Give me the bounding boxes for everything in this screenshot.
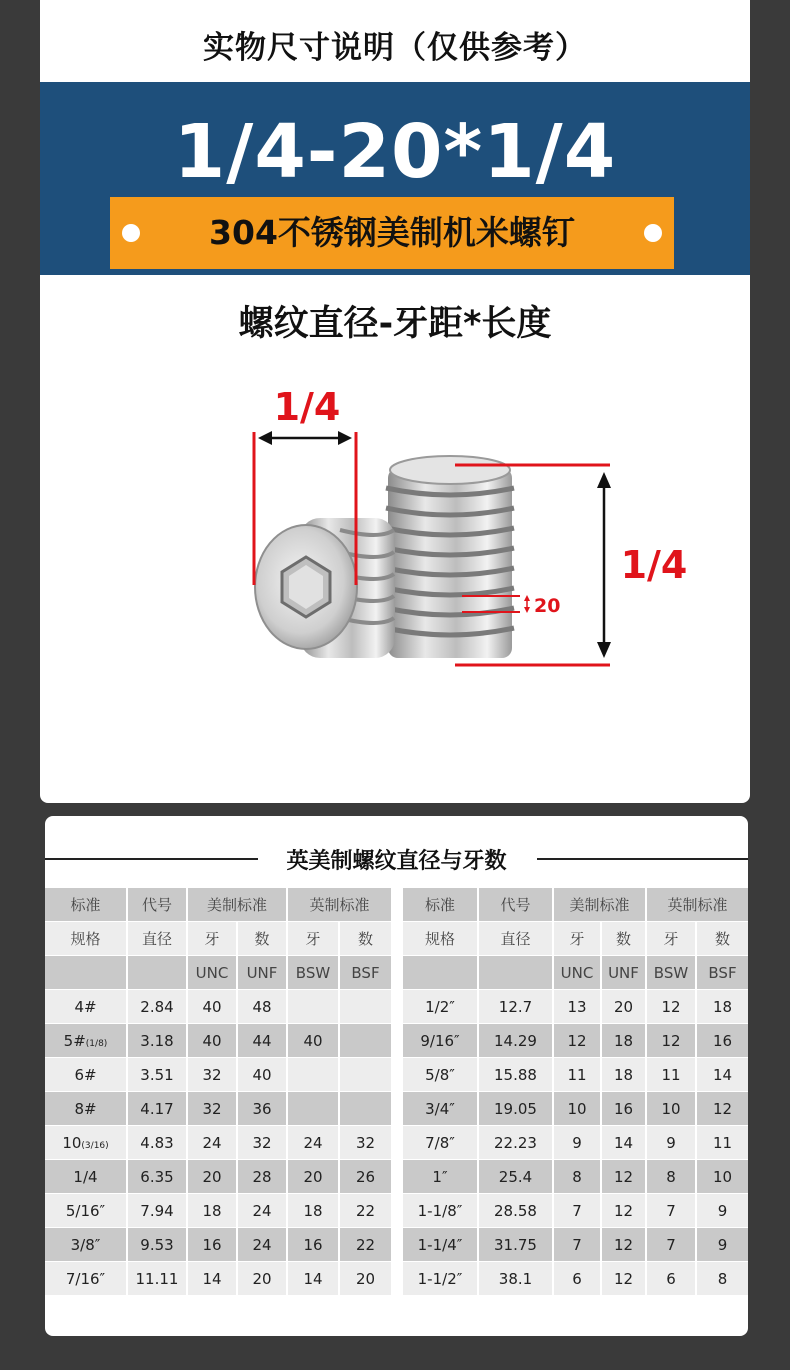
header-cell: 牙 xyxy=(287,922,339,956)
spec-format-subtitle: 螺纹直径-牙距*长度 xyxy=(238,304,552,344)
diameter-cell: 14.29 xyxy=(478,1024,553,1058)
spec-cell xyxy=(45,1024,127,1058)
spec-cell xyxy=(403,1194,478,1228)
length-arrow xyxy=(597,472,611,658)
spec-cell xyxy=(45,1194,127,1228)
header-cell: BSF xyxy=(696,956,748,990)
header-cell xyxy=(127,956,187,990)
unc-cell: 18 xyxy=(187,1194,237,1228)
spec-value: 1″ xyxy=(432,1167,448,1186)
unf-cell: 16 xyxy=(601,1092,646,1126)
header-cell: 牙 xyxy=(553,922,601,956)
header-cell: 代号 xyxy=(127,888,187,922)
spec-value: 1-1/8″ xyxy=(417,1201,463,1220)
bsf-cell: 22 xyxy=(339,1194,391,1228)
bsf-cell xyxy=(339,1024,391,1058)
unf-cell: 12 xyxy=(601,1194,646,1228)
table-row xyxy=(403,1160,748,1194)
diameter-cell: 3.18 xyxy=(127,1024,187,1058)
length-label: 1/4 xyxy=(620,543,688,587)
header-cell: UNC xyxy=(187,956,237,990)
unf-cell: 24 xyxy=(237,1194,287,1228)
diameter-cell: 3.51 xyxy=(127,1058,187,1092)
header-cell: 美制标准 xyxy=(553,888,646,922)
table-row xyxy=(45,990,391,1024)
table-title: 英美制螺纹直径与牙数 xyxy=(286,849,507,874)
unf-cell: 20 xyxy=(601,990,646,1024)
spec-value: 5/16″ xyxy=(65,1201,106,1220)
spec-cell xyxy=(45,1092,127,1126)
pitch-label: 20 xyxy=(534,595,561,617)
spec-value: 3/4″ xyxy=(425,1099,455,1118)
heading-rule-right xyxy=(537,858,748,860)
header-cell: 牙 xyxy=(646,922,696,956)
header-cell: 牙 xyxy=(187,922,237,956)
header-cell: 直径 xyxy=(127,922,187,956)
header-cell: 数 xyxy=(339,922,391,956)
diameter-cell: 15.88 xyxy=(478,1058,553,1092)
table-row xyxy=(45,1228,391,1262)
table-row xyxy=(45,1194,391,1228)
bsf-cell: 32 xyxy=(339,1126,391,1160)
bsf-cell xyxy=(339,1092,391,1126)
unf-cell: 24 xyxy=(237,1228,287,1262)
unc-cell: 24 xyxy=(187,1126,237,1160)
thread-table-right xyxy=(403,888,748,1296)
header-cell xyxy=(403,956,478,990)
product-banner xyxy=(110,197,674,269)
unf-cell: 20 xyxy=(237,1262,287,1296)
unf-cell: 14 xyxy=(601,1126,646,1160)
bsf-cell: 10 xyxy=(696,1160,748,1194)
product-name: 304不锈钢美制机米螺钉 xyxy=(209,213,575,252)
spec-cell xyxy=(45,990,127,1024)
spec-value: 7/16″ xyxy=(65,1269,106,1288)
spec-cell xyxy=(45,1126,127,1160)
unc-cell: 16 xyxy=(187,1228,237,1262)
bsw-cell: 20 xyxy=(287,1160,339,1194)
header-cell: BSW xyxy=(646,956,696,990)
unc-cell: 32 xyxy=(187,1058,237,1092)
unf-cell: 40 xyxy=(237,1058,287,1092)
table-row xyxy=(403,1228,748,1262)
unf-cell: 18 xyxy=(601,1024,646,1058)
spec-cell xyxy=(45,1228,127,1262)
diameter-cell: 19.05 xyxy=(478,1092,553,1126)
header-cell: 标准 xyxy=(45,888,127,922)
bsw-cell xyxy=(287,1092,339,1126)
bullet-dot-right xyxy=(644,224,662,242)
bsf-cell: 18 xyxy=(696,990,748,1024)
diameter-cell: 12.7 xyxy=(478,990,553,1024)
bsf-cell: 11 xyxy=(696,1126,748,1160)
unf-cell: 48 xyxy=(237,990,287,1024)
table-row xyxy=(45,1126,391,1160)
unf-cell: 12 xyxy=(601,1228,646,1262)
header-cell: UNC xyxy=(553,956,601,990)
table-row xyxy=(45,1092,391,1126)
table-row xyxy=(403,1024,748,1058)
unc-cell: 32 xyxy=(187,1092,237,1126)
diameter-label: 1/4 xyxy=(273,385,341,429)
diameter-cell: 7.94 xyxy=(127,1194,187,1228)
thread-table-right-body xyxy=(403,888,748,1296)
spec-cell xyxy=(403,1262,478,1296)
set-screw-diagram xyxy=(180,380,688,700)
table-row xyxy=(403,1058,748,1092)
diameter-cell: 25.4 xyxy=(478,1160,553,1194)
unc-cell: 7 xyxy=(553,1228,601,1262)
thread-table-left xyxy=(45,888,391,1296)
diameter-cell: 4.83 xyxy=(127,1126,187,1160)
unc-cell: 20 xyxy=(187,1160,237,1194)
spec-cell xyxy=(403,1092,478,1126)
table-row xyxy=(403,1092,748,1126)
spec-cell xyxy=(403,1126,478,1160)
spec-value: 3/8″ xyxy=(70,1235,101,1254)
bsf-cell: 22 xyxy=(339,1228,391,1262)
bsw-cell: 12 xyxy=(646,1024,696,1058)
screw-side-view xyxy=(386,456,514,658)
bsw-cell xyxy=(287,990,339,1024)
header-cell: 美制标准 xyxy=(187,888,287,922)
bsw-cell: 10 xyxy=(646,1092,696,1126)
bsf-cell: 9 xyxy=(696,1194,748,1228)
spec-cell xyxy=(403,990,478,1024)
header-row xyxy=(403,888,748,922)
bsw-cell: 14 xyxy=(287,1262,339,1296)
header-cell xyxy=(45,956,127,990)
bsf-cell: 9 xyxy=(696,1228,748,1262)
bsw-cell: 18 xyxy=(287,1194,339,1228)
bsw-cell: 24 xyxy=(287,1126,339,1160)
unf-cell: 12 xyxy=(601,1262,646,1296)
unf-cell: 28 xyxy=(237,1160,287,1194)
spec-cell xyxy=(403,1160,478,1194)
unf-cell: 36 xyxy=(237,1092,287,1126)
header-cell: 数 xyxy=(601,922,646,956)
unf-cell: 12 xyxy=(601,1160,646,1194)
table-row xyxy=(403,990,748,1024)
diameter-cell: 38.1 xyxy=(478,1262,553,1296)
spec-cell xyxy=(45,1058,127,1092)
unc-cell: 14 xyxy=(187,1262,237,1296)
bsw-cell: 40 xyxy=(287,1024,339,1058)
spec-value: 1/2″ xyxy=(425,997,455,1016)
header-cell: 英制标准 xyxy=(646,888,748,922)
unf-cell: 18 xyxy=(601,1058,646,1092)
unc-cell: 8 xyxy=(553,1160,601,1194)
spec-value: 1/4 xyxy=(73,1167,98,1186)
spec-value: 9/16″ xyxy=(420,1031,460,1050)
header-row xyxy=(45,956,391,990)
spec-cell xyxy=(403,1058,478,1092)
header-row xyxy=(403,922,748,956)
header-cell: 规格 xyxy=(403,922,478,956)
header-cell: BSW xyxy=(287,956,339,990)
diameter-cell: 22.23 xyxy=(478,1126,553,1160)
table-row xyxy=(45,1024,391,1058)
spec-value: 1-1/4″ xyxy=(417,1235,463,1254)
header-row xyxy=(45,888,391,922)
table-row xyxy=(403,1262,748,1296)
table-row xyxy=(403,1194,748,1228)
unc-cell: 10 xyxy=(553,1092,601,1126)
bsf-cell xyxy=(339,990,391,1024)
spec-card xyxy=(40,0,750,803)
unc-cell: 12 xyxy=(553,1024,601,1058)
spec-note: (3/16) xyxy=(81,1140,109,1151)
spec-value: 10 xyxy=(62,1133,82,1152)
unf-cell: 44 xyxy=(237,1024,287,1058)
unc-cell: 40 xyxy=(187,1024,237,1058)
header-cell: 数 xyxy=(696,922,748,956)
spec-value: 5/8″ xyxy=(425,1065,455,1084)
diameter-cell: 31.75 xyxy=(478,1228,553,1262)
header-cell: 标准 xyxy=(403,888,478,922)
bsw-cell: 11 xyxy=(646,1058,696,1092)
thread-table-left-body xyxy=(45,888,391,1296)
unc-cell: 40 xyxy=(187,990,237,1024)
screw-socket-view xyxy=(255,518,395,658)
spec-value: 5# xyxy=(63,1031,86,1050)
header-row xyxy=(403,956,748,990)
table-row xyxy=(45,1160,391,1194)
bsw-cell: 16 xyxy=(287,1228,339,1262)
unc-cell: 6 xyxy=(553,1262,601,1296)
table-heading xyxy=(45,844,748,874)
page-title: 实物尺寸说明（仅供参考） xyxy=(203,30,587,66)
bsf-cell: 14 xyxy=(696,1058,748,1092)
spec-value: 8# xyxy=(74,1099,97,1118)
diameter-arrow xyxy=(258,431,352,445)
unf-cell: 32 xyxy=(237,1126,287,1160)
unc-cell: 7 xyxy=(553,1194,601,1228)
spec-cell xyxy=(45,1262,127,1296)
header-cell: UNF xyxy=(237,956,287,990)
table-row xyxy=(45,1262,391,1296)
diameter-cell: 11.11 xyxy=(127,1262,187,1296)
spec-note: (1/8) xyxy=(85,1038,108,1049)
table-row xyxy=(403,1126,748,1160)
spec-code: 1/4-20*1/4 xyxy=(173,109,617,195)
unc-cell: 11 xyxy=(553,1058,601,1092)
header-row xyxy=(45,922,391,956)
header-cell: 英制标准 xyxy=(287,888,391,922)
bsw-cell xyxy=(287,1058,339,1092)
unc-cell: 9 xyxy=(553,1126,601,1160)
header-cell: 数 xyxy=(237,922,287,956)
spec-value: 6# xyxy=(74,1065,97,1084)
thread-table-card xyxy=(45,816,748,1336)
spec-value: 4# xyxy=(74,997,97,1016)
bsf-cell: 26 xyxy=(339,1160,391,1194)
diameter-cell: 2.84 xyxy=(127,990,187,1024)
header-cell: 规格 xyxy=(45,922,127,956)
header-cell: BSF xyxy=(339,956,391,990)
header-cell: 直径 xyxy=(478,922,553,956)
diameter-cell: 6.35 xyxy=(127,1160,187,1194)
bsw-cell: 6 xyxy=(646,1262,696,1296)
bsf-cell: 12 xyxy=(696,1092,748,1126)
spec-cell xyxy=(403,1228,478,1262)
pitch-arrow xyxy=(524,595,530,613)
header-cell: UNF xyxy=(601,956,646,990)
unc-cell: 13 xyxy=(553,990,601,1024)
header-cell xyxy=(478,956,553,990)
spec-cell xyxy=(45,1160,127,1194)
bsf-cell: 20 xyxy=(339,1262,391,1296)
spec-value: 7/8″ xyxy=(425,1133,455,1152)
bsw-cell: 7 xyxy=(646,1228,696,1262)
spec-value: 1-1/2″ xyxy=(417,1269,463,1288)
table-row xyxy=(45,1058,391,1092)
diameter-cell: 9.53 xyxy=(127,1228,187,1262)
bsw-cell: 12 xyxy=(646,990,696,1024)
bsf-cell: 16 xyxy=(696,1024,748,1058)
spec-cell xyxy=(403,1024,478,1058)
header-cell: 代号 xyxy=(478,888,553,922)
bsf-cell xyxy=(339,1058,391,1092)
bsw-cell: 9 xyxy=(646,1126,696,1160)
bsw-cell: 7 xyxy=(646,1194,696,1228)
bsw-cell: 8 xyxy=(646,1160,696,1194)
diameter-cell: 4.17 xyxy=(127,1092,187,1126)
bsf-cell: 8 xyxy=(696,1262,748,1296)
diameter-cell: 28.58 xyxy=(478,1194,553,1228)
